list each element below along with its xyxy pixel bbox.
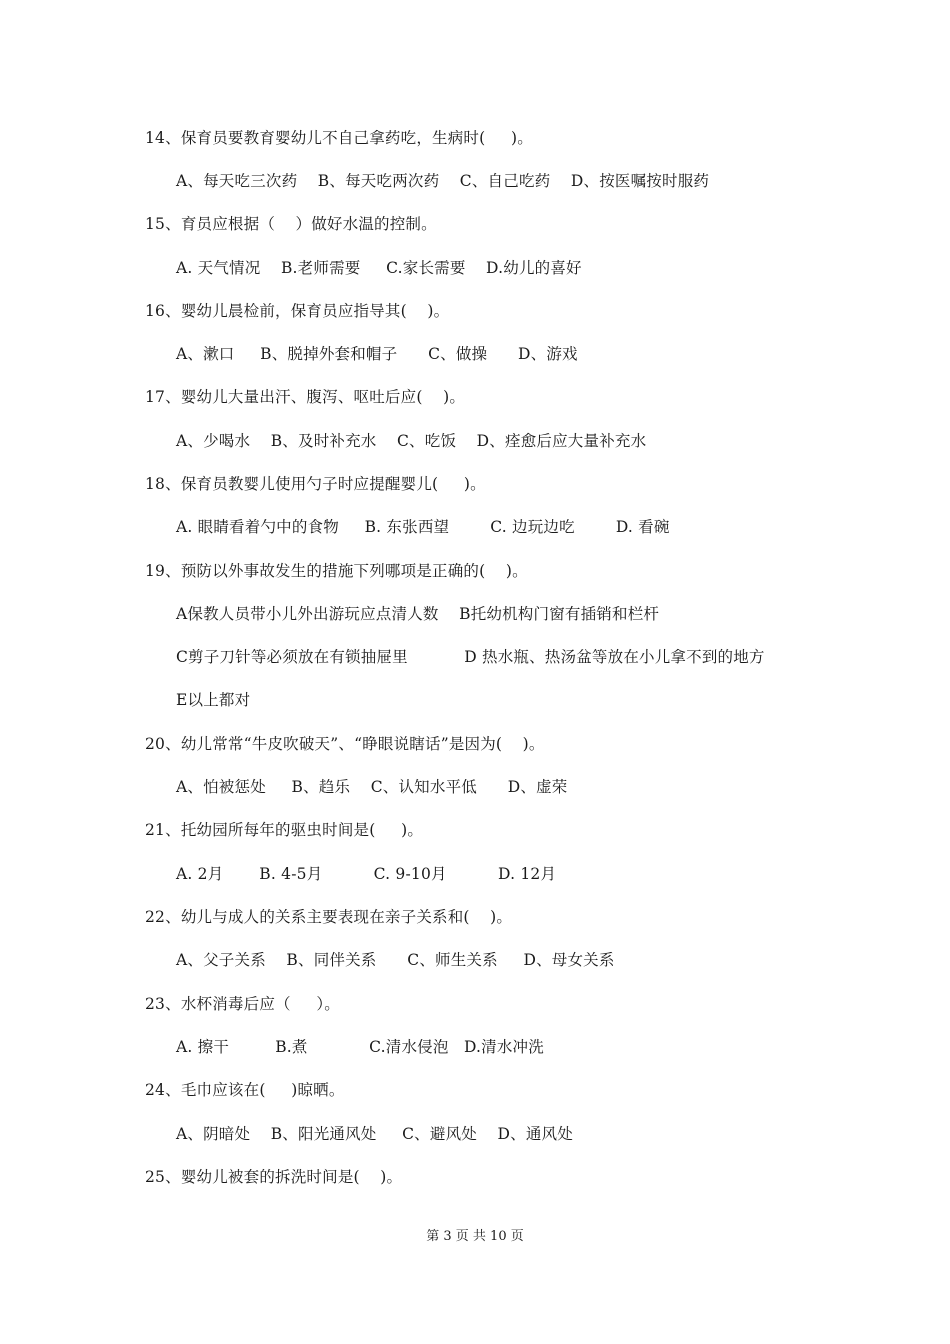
options-19-e: E以上都对 <box>176 691 251 709</box>
question-19: 19、预防以外事故发生的措施下列哪项是正确的( )。 <box>145 562 528 580</box>
question-25: 25、婴幼儿被套的拆洗时间是( )。 <box>145 1168 403 1186</box>
options-24: A、阴暗处 B、阳光通风处 C、避风处 D、通风处 <box>176 1125 573 1143</box>
question-24: 24、毛巾应该在( )晾晒。 <box>145 1081 345 1099</box>
options-19-a-b: A保教人员带小儿外出游玩应点清人数 B托幼机构门窗有插销和栏杆 <box>176 605 660 623</box>
question-16: 16、婴幼儿晨检前，保育员应指导其( )。 <box>145 302 450 320</box>
options-20: A、怕被惩处 B、趋乐 C、认知水平低 D、虚荣 <box>176 778 568 796</box>
options-18: A. 眼睛看着勺中的食物 B. 东张西望 C. 边玩边吃 D. 看碗 <box>176 518 670 536</box>
options-23: A. 擦干 B.煮 C.清水侵泡 D.清水冲洗 <box>176 1038 544 1056</box>
question-18: 18、保育员教婴儿使用勺子时应提醒婴儿( )。 <box>145 475 486 493</box>
options-21: A. 2月 B. 4-5月 C. 9-10月 D. 12月 <box>176 865 557 883</box>
question-17: 17、婴幼儿大量出汗、腹泻、呕吐后应( )。 <box>145 388 466 406</box>
options-16: A、漱口 B、脱掉外套和帽子 C、做操 D、游戏 <box>176 345 578 363</box>
question-23: 23、水杯消毒后应（ ）。 <box>145 995 341 1013</box>
options-15: A. 天气情况 B.老师需要 C.家长需要 D.幼儿的喜好 <box>176 259 582 277</box>
options-14: A、每天吃三次药 B、每天吃两次药 C、自己吃药 D、按医嘱按时服药 <box>176 172 710 190</box>
options-19-c-d: C剪子刀针等必须放在有锁抽屉里 D 热水瓶、热汤盆等放在小儿拿不到的地方 <box>176 648 765 666</box>
question-21: 21、托幼园所每年的驱虫时间是( )。 <box>145 821 424 839</box>
question-20: 20、幼儿常常“牛皮吹破天”、“睁眼说瞎话”是因为( )。 <box>145 735 545 753</box>
question-22: 22、幼儿与成人的关系主要表现在亲子关系和( )。 <box>145 908 513 926</box>
page-footer: 第 3 页 共 10 页 <box>426 1229 524 1244</box>
options-22: A、父子关系 B、同伴关系 C、师生关系 D、母女关系 <box>176 951 615 969</box>
question-15: 15、育员应根据（ ）做好水温的控制。 <box>145 215 437 233</box>
question-14: 14、保育员要教育婴幼儿不自己拿药吃，生病时( )。 <box>145 129 533 147</box>
options-17: A、少喝水 B、及时补充水 C、吃饭 D、痊愈后应大量补充水 <box>176 432 647 450</box>
